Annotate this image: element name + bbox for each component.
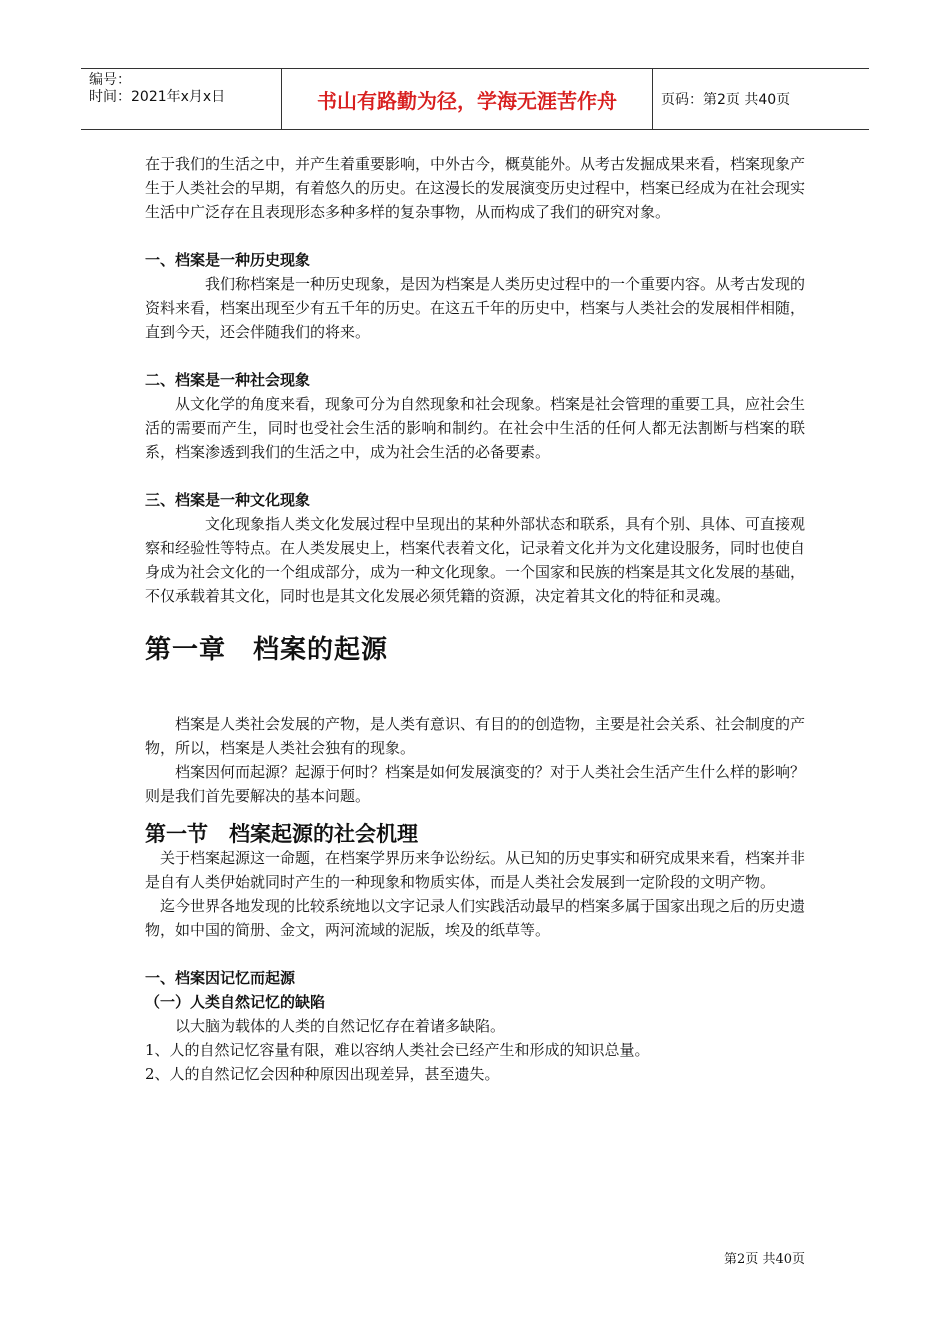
page-header: [81, 68, 869, 130]
header-info: [81, 69, 281, 129]
chapter-title: 第一章 档案的起源: [145, 635, 389, 665]
s2-body: 从文化学的角度来看，现象可分为自然现象和社会现象。档案是社会管理的重要工具，应社会生活的需要而产生，同时也受社会生活的影响和制约。在社会中生活的任何人都无法割断与档案的联系，档案渗透到我们的生活之中，成为社会生活的必备要素。: [145, 395, 806, 461]
s1-body: 我们称档案是一种历史现象，是因为档案是人类历史过程中的一个重要内容。从考古发现的资料来看，档案出现至少有五千年的历史。在这五千年的历史中，档案与人类社会的发展相伴相随，直到今天，还会伴随我们的将来。: [145, 275, 806, 341]
s3-body: 文化现象指人类文化发展过程中呈现出的某种外部状态和联系，具有个别、具体、可直接观察和经验性等特点。在人类发展史上，档案代表着文化，记录着文化并为文化建设服务，同时也使自身成为社会文化的一个组成部分，成为一种文化现象。一个国家和民族的档案是其文化发展的基础，不仅承载着其文化，同时也是其文化发展必须凭籍的资源，决定着其文化的特征和灵魂。: [145, 515, 806, 605]
sub-item2: 2、人的自然记忆会因种种原因出现差异，甚至遗失。: [145, 1065, 500, 1083]
document-body: [145, 152, 805, 1086]
header-motto: 书山有路勤为径，学海无涯苦作舟: [281, 69, 653, 129]
sub-p1: 以大脑为载体的人类的自然记忆存在着诸多缺陷。: [175, 1017, 506, 1035]
intro-paragraph: 在于我们的生活之中，并产生着重要影响，中外古今，概莫能外。从考古发掘成果来看，档案现象产生于人类社会的早期，有着悠久的历史。在这漫长的发展演变历史过程中，档案已经成为在社会现实生活中广泛存在且表现形态多种多样的复杂事物，从而构成了我们的研究对象。: [145, 155, 806, 221]
sub-title: 一、档案因记忆而起源: [145, 969, 296, 987]
s3-title: 三、档案是一种文化现象: [145, 491, 311, 509]
header-date: 时间：2021年x月x日: [89, 89, 226, 105]
header-number: 编号：: [89, 72, 131, 88]
header-page: 页码：第2页 共40页: [661, 92, 791, 108]
chapter-p2: 档案因何而起源？起源于何时？档案是如何发展演变的？对于人类社会生活产生什么样的影响？则是我们首先要解决的基本问题。: [145, 763, 806, 805]
page-footer: 第2页 共40页: [724, 1252, 805, 1267]
s2-title: 二、档案是一种社会现象: [145, 371, 311, 389]
sub-subtitle: （一）人类自然记忆的缺陷: [145, 993, 326, 1011]
section1-p2: 迄今世界各地发现的比较系统地以文字记录人们实践活动最早的档案多属于国家出现之后的历史遗物，如中国的简册、金文，两河流域的泥版，埃及的纸草等。: [145, 897, 806, 939]
chapter-p1: 档案是人类社会发展的产物，是人类有意识、有目的的创造物，主要是社会关系、社会制度的产物，所以，档案是人类社会独有的现象。: [145, 715, 806, 757]
s1-title: 一、档案是一种历史现象: [145, 251, 311, 269]
section1-title: 第一节 档案起源的社会机理: [145, 822, 418, 846]
sub-item1: 1、人的自然记忆容量有限，难以容纳人类社会已经产生和形成的知识总量。: [145, 1041, 650, 1059]
section1-p1: 关于档案起源这一命题，在档案学界历来争讼纷纭。从已知的历史事实和研究成果来看，档案并非是自有人类伊始就同时产生的一种现象和物质实体，而是人类社会发展到一定阶段的文明产物。: [145, 849, 806, 891]
